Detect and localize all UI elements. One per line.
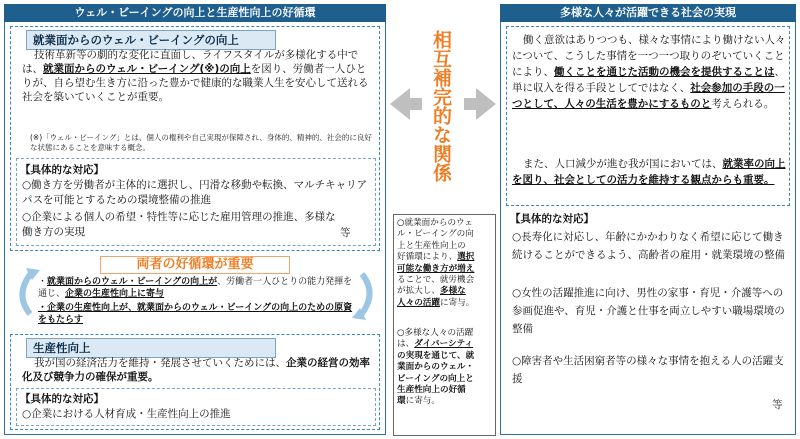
wellbeing-paragraph (22, 48, 374, 104)
cycle-b1-text: 、労働者一人ひとりの能力発揮を通じ、 (38, 277, 353, 299)
cycle-title: 両者の好循環が重要 (136, 257, 254, 272)
wellbeing-measure-1: ○働き方を労働者が主体的に選択し、円滑な移動や転換、マルチキャリアパスを可能とするための環境整備の推進 (22, 179, 368, 206)
right-paragraph-2 (512, 156, 786, 188)
right-p1-c: 、単に収入を得る手段としてではなく、 (512, 66, 785, 94)
wellbeing-measures-etc: 等 (340, 227, 351, 239)
wellbeing-text-highlight: 就業面からのウェル・ビーイング(※)の向上 (43, 63, 251, 75)
right-p1-a: 働く意欲はありつつも、様々な事情により働けない人々について、こうした事情を一つ一つ取りのぞいていくことにより、 (512, 34, 786, 78)
right-panel-title: 多様な人々が活躍できる社会の実現 (500, 4, 796, 22)
wellbeing-measure-2: ○企業による個人の希望・特性等に応じた雇用管理の推進、多様な働き方の実現 (22, 211, 336, 238)
right-p1-highlight: 働くことを通じた活動の機会を提供することは (554, 66, 775, 78)
right-measures-etc: 等 (772, 399, 783, 411)
mutual-relation-title: 相互補完的な関係 (430, 30, 452, 182)
middle-box-text-2: ○多様な人々の活躍 は、ダイバーシティ の実現を通じて、就 業面からのウェル・ ビーイングの向上と 生産性向上の好循 環に寄与。 (397, 328, 475, 407)
right-paragraph-1 (512, 32, 786, 112)
right-measures-title: 【具体的な対応】 (510, 213, 594, 225)
productivity-heading: 生産性向上 (26, 338, 276, 358)
wellbeing-text-c: を図り、労働者一人ひとりが、自ら望む生き方に沿った豊かで健康的な職業人生を安心して送れる社会を築いていくことが重要。 (22, 63, 369, 103)
right-measure-2: ○女性の活躍推進に向け、男性の家事・育児・介護等への参画促進や、育児・介護と仕事を両立しやすい職場環境の整備 (512, 287, 785, 335)
right-p2-highlight: 就業率の向上を図り、社会としての活力を維持する観点からも重要。 (512, 158, 786, 186)
cycle-bullet-2: ・企業の生産性向上が、就業面からのウェル・ビーイングの向上のための原資をもたらす (38, 303, 353, 325)
middle-box-text-1: ○就業面からのウェ ル・ビーイングの向 上と生産性向上の 好循環により、選択 可能な働き方が増え ることで、就労機会 が拡大し、多様な 人々の活躍に寄与。 (397, 218, 475, 308)
productivity-paragraph (22, 356, 374, 384)
right-measure-1: ○長寿化に対応し、年齢にかかわりなく希望に応じて働き続けることができるよう、高齢者の雇用・就業環境の整備 (512, 231, 785, 261)
right-p1-e: 考えられる。 (711, 98, 775, 110)
wellbeing-text-a: 技術革新等の劇的な変化に直面し、ライフスタイルが多様化する中では、 (22, 49, 359, 75)
wellbeing-footnote: (※)「ウェル・ビーイング」とは、個人の権利や自己実現が保障され、身体的、精神的、社会的に良好な状態にあることを意味する概念。 (30, 133, 372, 152)
left-panel-title: ウェル・ビーイングの向上と生産性向上の好循環 (4, 4, 386, 22)
wellbeing-heading: 就業面からのウェル・ビーイングの向上 (26, 30, 276, 50)
cycle-b1-highlight-2: 企業の生産性向上に寄与 (65, 289, 165, 299)
cycle-b1-highlight: 就業面からのウェル・ビーイングの向上が (47, 277, 218, 287)
productivity-text-b: 企業の経営の効率化及び競争力の確保が重要。 (22, 357, 370, 383)
wellbeing-measures-title: 【具体的な対応】 (20, 164, 104, 176)
right-measure-3: ○障害者や生活困窮者等の様々な事情を抱える人の活躍支援 (512, 355, 784, 385)
productivity-measure-1: ○企業における人材育成・生産性向上の推進 (22, 408, 231, 420)
cycle-bullet-1: ・就業面からのウェル・ビーイングの向上が、労働者一人ひとりの能力発揮を通じ、企業の生産性向上に寄与 (38, 277, 353, 299)
productivity-measures-title: 【具体的な対応】 (20, 393, 104, 405)
productivity-text-a: 我が国の経済活力を維持・発展させていくためには、 (34, 357, 286, 369)
right-p2-a: また、人口減少が進む我が国においては、 (523, 158, 723, 170)
right-p1-highlight-2: 社会参加の手段の一つとして、人々の生活を豊かにするものと (512, 82, 785, 110)
